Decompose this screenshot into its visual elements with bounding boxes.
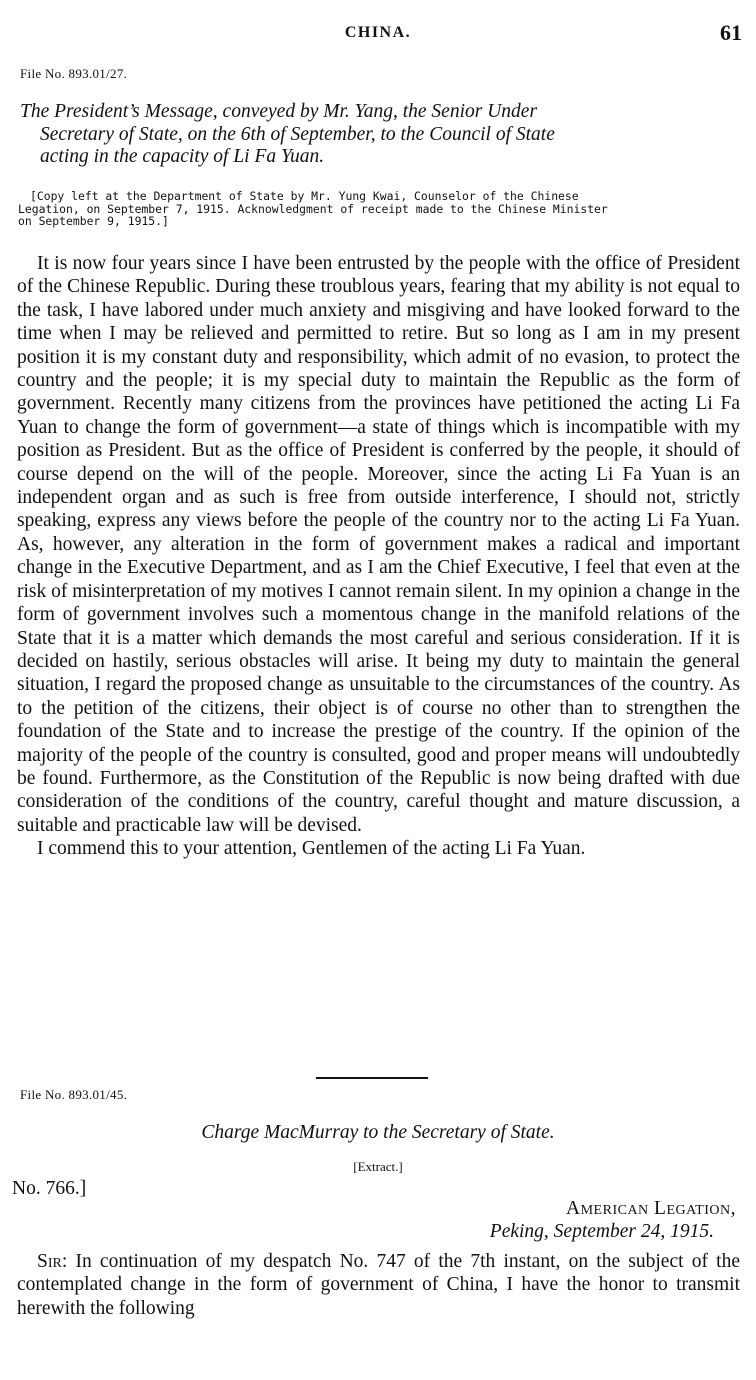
- body-paragraph: I commend this to your attention, Gentlemen of the acting Li Fa Yuan.: [37, 838, 586, 860]
- despatch-heading: Charge MacMurray to the Secretary of State.: [201, 1122, 555, 1143]
- place-date: Peking, September 24, 1915.: [489, 1221, 714, 1242]
- message-body: [17, 252, 740, 861]
- despatch-text: : In continuation of my despatch No. 747 of the 7th instant, on the subject of the contemplated change in the form of government of China, I have the honor to transmit herewith the following: [17, 1251, 740, 1319]
- extract-note: [Extract.]: [353, 1159, 403, 1174]
- section-divider: [316, 1077, 428, 1079]
- despatch-body: [17, 1250, 740, 1320]
- file-number: File No. 893.01/45.: [20, 1087, 128, 1102]
- body-paragraph: [17, 1250, 740, 1320]
- despatch-number: No. 766.]: [12, 1178, 87, 1199]
- copy-note-line: Legation, on September 7, 1915. Acknowledgment of receipt made to the Chinese Minister: [18, 201, 608, 216]
- copy-note-line: on September 9, 1915.]: [18, 214, 169, 228]
- heading-line: Secretary of State, on the 6th of September, to the Council of State: [40, 123, 555, 145]
- message-heading: [20, 101, 742, 169]
- copy-note-line: [Copy left at the Department of State by Mr. Yung Kwai, Counselor of the Chinese: [30, 189, 579, 203]
- copy-note: [18, 190, 740, 228]
- file-number: File No. 893.01/27.: [20, 66, 128, 81]
- salutation: Sir: [37, 1251, 62, 1272]
- legation-name: American Legation,: [566, 1198, 736, 1219]
- page-header: [0, 20, 756, 48]
- running-title: CHINA.: [344, 24, 412, 41]
- page-number: 61: [720, 20, 742, 45]
- heading-line: The President’s Message, conveyed by Mr. Yang, the Senior Under: [20, 101, 538, 122]
- heading-line: acting in the capacity of Li Fa Yuan.: [40, 146, 325, 167]
- body-paragraph: It is now four years since I have been entrusted by the people with the office of President of the Chinese Republic. During these troublous years, fearing that my ability is not equal to the task, I have labored under much anxiety and misgiving and have looked forward to the time when I may be relieved and permitted to retire. But so long as I am in my present position it is my constant duty and responsibility, which admit of no evasion, to protect the country and the people; it is my special duty to maintain the Republic as the form of government. Recently many citizens from the provinces have petitioned the acting Li Fa Yuan to change the form of government—a state of things which is incompatible with my position as President. But as the office of President is conferred by the people, it should of course depend on the will of the people. Moreover, since the acting Li Fa Yuan is an independent organ and as such is free from outside interference, I should not, strictly speaking, express any views before the people of the country nor to the acting Li Fa Yuan. As, however, any alteration in the form of government makes a radical and important change in the Executive Department, and as I am the Chief Executive, I feel that even at the risk of misinterpretation of my motives I cannot remain silent. In my opinion a change in the form of government involves such a momentous change in the manifold relations of the State that it is a matter which demands the most careful and serious consideration. If it is decided on hastily, serious obstacles will arise. It being my duty to maintain the general situation, I regard the proposed change as unsuitable to the circumstances of the country. As to the petition of the citizens, their object is of course no other than to strengthen the foundation of the State and to increase the prestige of the country. If the opinion of the majority of the people of the country is consulted, good and proper means will undoubtedly be found. Furthermore, as the Constitution of the Republic is now being drafted with due consideration of the conditions of the country, careful thought and mature discussion, a suitable and practicable law will be devised.: [17, 253, 740, 836]
